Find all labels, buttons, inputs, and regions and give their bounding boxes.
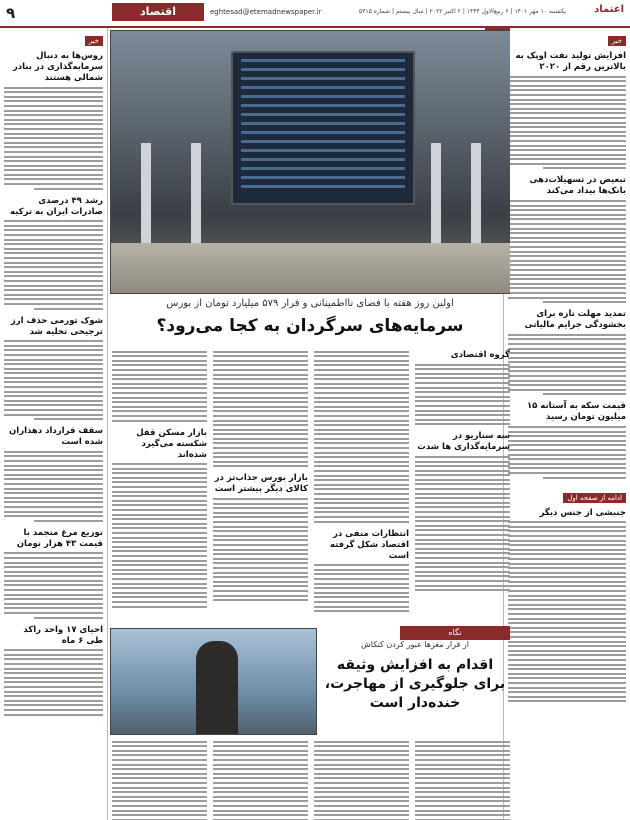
stock-exchange-photo <box>110 30 510 294</box>
story-section-title: بازار بورس جذاب‌تر در کالای دیگر بیشتر است <box>214 473 308 495</box>
right-article-body <box>508 334 626 396</box>
left-news-column <box>4 28 108 820</box>
right-article-title: قیمت سکه به آستانه ۱۵ میلیون تومان رسید <box>526 401 626 423</box>
dateline: یکشنبه ۱۰ مهر ۱۴۰۱ | ۶ ربیع‌الاول ۱۴۴۴ | ۲ اکتبر ۲۰۲۲ | سال بیستم | شماره ۵۳۱۵ <box>358 8 566 15</box>
main-story-area <box>110 28 510 820</box>
left-article-title: سقف قرارداد دهداران شده است <box>9 426 103 448</box>
right-article-body <box>508 76 626 170</box>
story-section-title: انتظارات منفی در اقتصاد شکل گرفته است <box>329 528 409 561</box>
main-subhead: اولین روز هفته با فضای نااطمینانی و فرار ۵۷۹ میلیارد تومان از بورس <box>166 298 454 309</box>
story-column <box>112 348 207 623</box>
story-section-title: سه سناریو در سرمایه‌گذاری ها شدت <box>417 431 510 453</box>
main-story-body <box>110 348 510 623</box>
right-article-body <box>508 200 626 303</box>
left-article-title: احیای ۱۷ واحد راکد طی ۶ ماه <box>23 624 103 646</box>
right-article-body <box>508 426 626 479</box>
left-article-title: شوک تورمی حذف ارز ترجیحی تخلیه شد <box>10 315 103 337</box>
second-headline: اقدام به افزایش وثیقه برای جلوگیری از مهاجرت، خنده‌دار است <box>324 657 506 711</box>
story-section-title: گروه اقتصادی <box>450 350 510 360</box>
left-article-title: توزیع مرغ منجمد با قیمت ۴۳ هزار تومان <box>16 527 103 549</box>
second-kicker-strip: نگاه <box>400 626 510 640</box>
story-column <box>415 348 510 623</box>
second-story-body <box>110 738 510 820</box>
right-article-title: افزایش تولید نفت اوپک به بالاترین رقم از ۲۰۲۰ <box>515 51 626 72</box>
story-column <box>213 348 308 623</box>
right-kicker: خبر <box>608 36 626 46</box>
section-title: اقتصاد <box>112 3 204 21</box>
left-article-title: رشد ۴۹ درصدی صادرات ایران به ترکیه <box>10 195 103 217</box>
left-article-title: روس‌ها به دنبال سرمایه‌گذاری در بنادر شمالی هستند <box>12 51 103 83</box>
main-headline: سرمایه‌های سرگردان به کجا می‌رود؟ <box>156 316 464 336</box>
right-article-body <box>508 521 626 702</box>
left-kicker: خبر <box>85 36 103 46</box>
right-news-column <box>503 28 626 820</box>
story-column <box>314 348 409 623</box>
section-email: eghtesad@etemadnewspaper.ir <box>210 8 322 16</box>
right-article-title: جنبشی از جنس دیگر <box>539 507 626 518</box>
newspaper-logo: اعتماد <box>594 4 624 15</box>
traveler-icon <box>196 641 238 735</box>
right-article-title: تمدید مهلت تازه برای بخشودگی جرایم مالیاتی <box>524 309 626 331</box>
story-section-title: بازار مسکن قفل شکسته می‌گیرد شده‌اند <box>136 427 207 460</box>
stock-board-icon <box>231 51 415 205</box>
page-header <box>0 0 630 28</box>
right-kicker: ادامه از صفحه اول <box>563 493 626 503</box>
right-article-title: تبعیض در تسهیلات‌دهی بانک‌ها بیداد می‌کند <box>529 175 626 197</box>
page-number: ۹ <box>6 4 16 22</box>
airport-traveler-photo <box>110 628 317 735</box>
second-subhead: از قرار مغزها عبور کردن کنکاش <box>360 640 470 649</box>
